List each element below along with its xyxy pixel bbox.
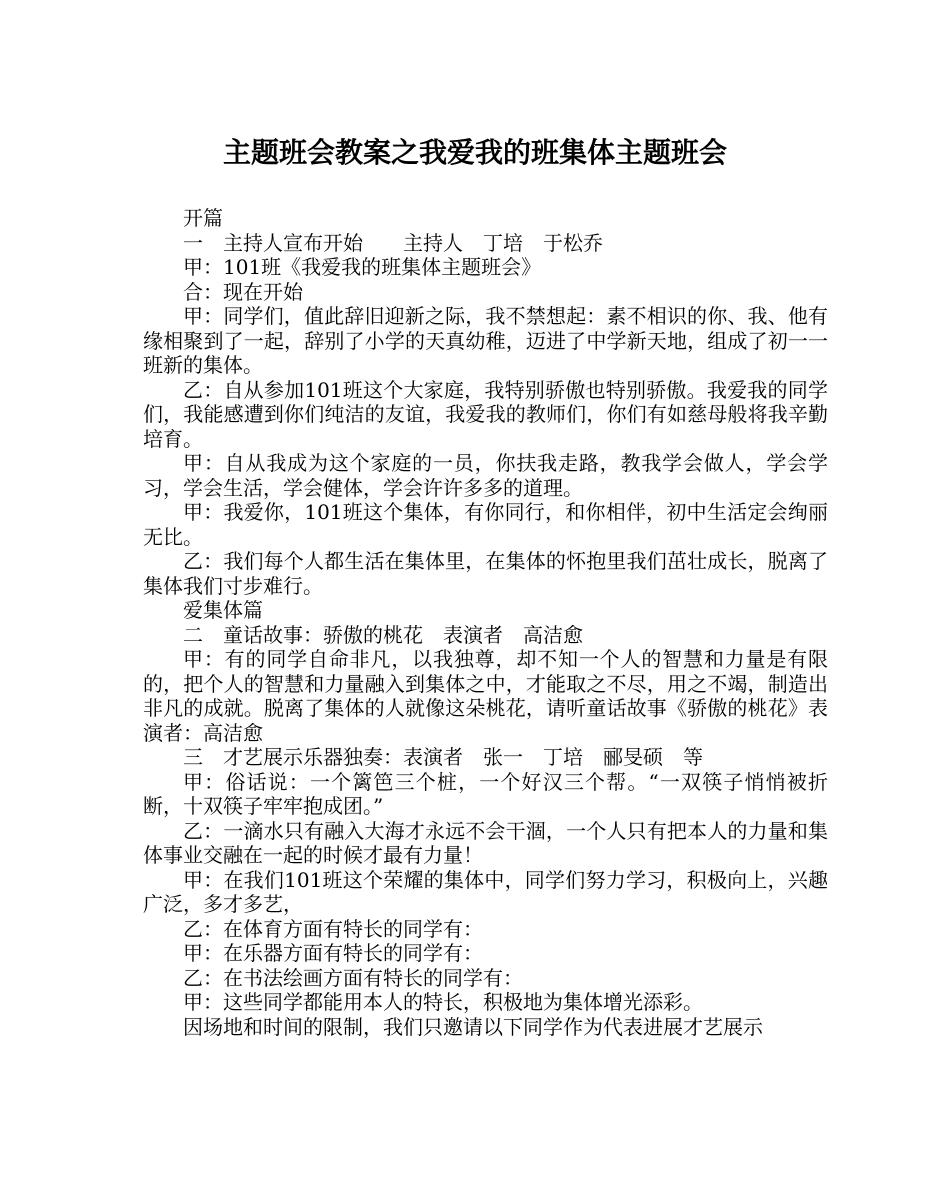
paragraph: 甲：同学们，值此辞旧迎新之际，我不禁想起：素不相识的你、我、他有缘相聚到了一起，辞别了小学的天真幼稚，迈进了中学新天地，组成了初一一班新的集体。: [143, 304, 828, 377]
paragraph: 开篇: [183, 206, 223, 230]
paragraph: 合：现在开始: [183, 279, 303, 304]
paragraph: 乙：在书法绘画方面有特长的同学有：: [183, 965, 523, 990]
paragraph: 因场地和时间的限制，我们只邀请以下同学作为代表进展才艺展示: [183, 1014, 763, 1039]
paragraph: 甲：有的同学自命非凡，以我独尊，却不知一个人的智慧和力量是有限的，把个人的智慧和力量融入到集体之中，才能取之不尽，用之不竭，制造出非凡的成就。脱离了集体的人就像这朵桃花，请听童话故事《骄傲的桃花》表演者：高洁愈: [143, 647, 828, 745]
paragraph: 乙：自从参加101班这个大家庭，我特别骄傲也特别骄傲。我爱我的同学们，我能感遭到你们纯洁的友谊，我爱我的教师们，你们有如慈母般将我辛勤培育。: [143, 377, 828, 451]
document-body: [143, 206, 828, 1039]
paragraph: 甲：俗话说：一个篱笆三个桩，一个好汉三个帮。“一双筷子悄悄被折断，十双筷子牢牢抱成团。”: [143, 769, 828, 818]
paragraph: 二 童话故事：骄傲的桃花 表演者 高洁愈: [183, 622, 583, 647]
paragraph: 甲：在我们101班这个荣耀的集体中，同学们努力学习，积极向上，兴趣广泛，多才多艺，: [143, 867, 828, 916]
paragraph: 乙：我们每个人都生活在集体里，在集体的怀抱里我们茁壮成长，脱离了集体我们寸步难行。: [143, 549, 828, 598]
paragraph: 甲：这些同学都能用本人的特长，积极地为集体增光添彩。: [183, 990, 703, 1014]
paragraph: 甲：我爱你，101班这个集体，有你同行，和你相伴，初中生活定会绚丽无比。: [143, 500, 828, 549]
paragraph: 乙：一滴水只有融入大海才永远不会干涸，一个人只有把本人的力量和集体事业交融在一起的时候才最有力量！: [143, 818, 828, 867]
paragraph: 乙：在体育方面有特长的同学有：: [183, 916, 483, 941]
paragraph: 三 才艺展示乐器独奏：表演者 张一 丁培 郦旻硕 等: [183, 745, 703, 769]
paragraph: 一 主持人宣布开始 主持人 丁培 于松乔: [183, 230, 603, 255]
paragraph: 甲：在乐器方面有特长的同学有：: [183, 941, 483, 965]
paragraph: 爱集体篇: [183, 598, 263, 622]
paragraph: 甲：101班《我爱我的班集体主题班会》: [183, 255, 542, 279]
paragraph: 甲：自从我成为这个家庭的一员，你扶我走路，教我学会做人，学会学习，学会生活，学会健体，学会许许多多的道理。: [143, 451, 828, 500]
document-title: 主题班会教案之我爱我的班集体主题班会: [222, 136, 727, 169]
